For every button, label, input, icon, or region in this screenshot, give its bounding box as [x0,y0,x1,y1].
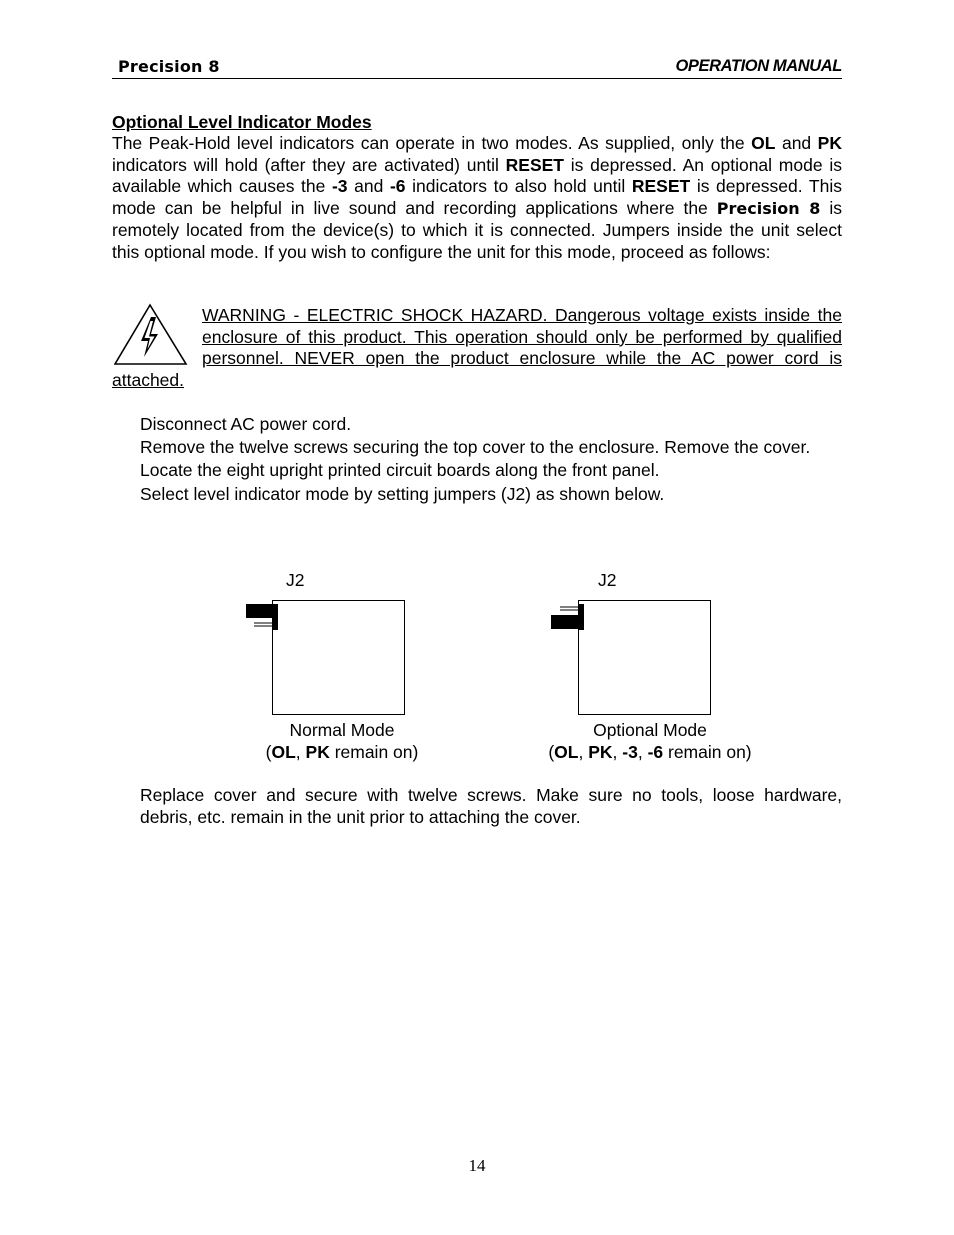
caption-bold: OL [271,741,296,762]
caption-text: remain on) [329,741,419,762]
warning-text: WARNING - ELECTRIC SHOCK HAZARD. Dangerous voltage exists inside the enclosure of this product. This operation should only be performed by qualified personnel. NEVER open the product enclosure while the AC power cord is attached. [112,305,842,391]
step-item: Locate the eight upright printed circuit boards along the front panel. [140,460,660,481]
para-text: is depressed. An optional mode is available which causes the [112,154,842,197]
para-bold-minus3: -3 [331,176,348,197]
para-bold-reset: RESET [505,154,564,175]
caption-text: , [637,741,648,762]
para-bold-minus6: -6 [389,176,406,197]
normal-circuit-board [272,600,405,715]
optional-j2-label: J2 [598,570,617,590]
optional-circuit-board [578,600,711,715]
para-text: and [775,133,818,153]
final-step: Replace cover and secure with twelve screws. Make sure no tools, loose hardware, debris, etc. remain in the unit prior to attaching the cover. [140,785,842,827]
para-bold-pk: PK [817,133,842,153]
optional-mode-caption [500,720,800,763]
optional-mode-title: Optional Mode [593,720,707,740]
para-text: and [347,176,390,197]
normal-mode-caption [192,720,492,763]
caption-text: , [612,741,623,762]
caption-text: ( [265,741,272,762]
para-brand: Precision 8 [716,199,821,219]
page-number: 14 [468,1156,486,1175]
optional-mode-detail [500,742,800,764]
caption-text: ( [548,741,555,762]
caption-text: , [578,741,589,762]
section-title: Optional Level Indicator Modes [112,112,372,132]
caption-bold: -3 [622,741,638,762]
normal-mode-detail [192,742,492,764]
warning-text-block [112,305,842,392]
para-bold-reset: RESET [631,176,691,197]
caption-bold: PK [305,741,330,762]
intro-paragraph [112,133,842,263]
caption-bold: -6 [647,741,664,762]
para-text: indicators to also hold until [405,176,632,197]
header-rule [112,78,842,79]
step-item: Select level indicator mode by setting jumpers (J2) as shown below. [140,483,665,504]
para-text: is remotely located from the device(s) to which it is connected. Jumpers inside the unit select this optional mode. If you wish to configure the unit for this mode, proceed as follows: [112,198,843,262]
caption-text: , [295,741,306,762]
caption-text: remain on) [663,741,752,762]
optional-jumper-icon [550,603,586,638]
procedure-steps [140,414,842,507]
header-product-name: Precision 8 [118,57,220,76]
normal-mode-title: Normal Mode [289,720,395,740]
caption-bold: PK [588,741,613,762]
normal-jumper-icon [244,603,280,638]
para-text: is depressed. This mode can be helpful in live sound and recording applications where the [112,176,842,219]
para-text: The Peak-Hold level indicators can operate in two modes. As supplied, only the [112,133,752,153]
caption-bold: OL [554,741,579,762]
step-item: Remove the twelve screws securing the top cover to the enclosure. Remove the cover. [140,437,811,458]
header-manual-title: OPERATION MANUAL [675,57,842,75]
para-bold-ol: OL [751,133,776,153]
normal-j2-label: J2 [286,570,305,590]
step-item: Disconnect AC power cord. [140,414,352,434]
para-text: indicators will hold (after they are activated) until [112,154,506,175]
